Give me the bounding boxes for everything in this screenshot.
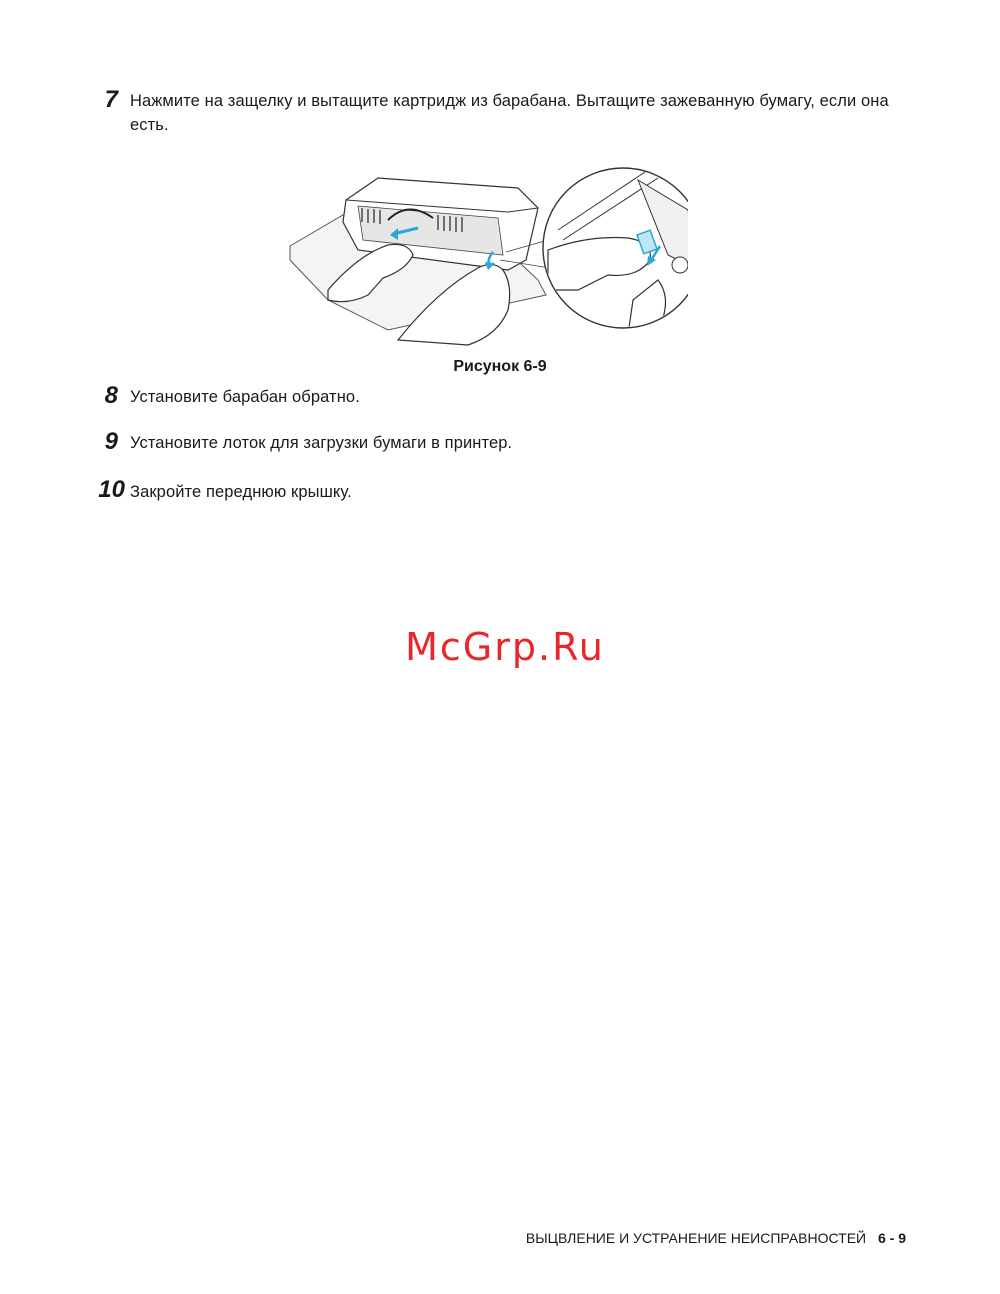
step-number: 8 (104, 382, 118, 409)
footer-section-title: ВЫЦВЛЕНИЕ И УСТРАНЕНИЕ НЕИСПРАВНОСТЕЙ (525, 1230, 867, 1246)
drum-cartridge-illustration (288, 160, 688, 360)
figure-caption: Рисунок 6-9 (453, 358, 547, 375)
step-text: Закройте переднюю крышку. (130, 483, 352, 501)
figure-illustration (288, 160, 688, 360)
step-text: Установите барабан обратно. (130, 388, 360, 406)
page-number: 6 - 9 (877, 1230, 906, 1246)
step-number: 10 (98, 476, 125, 503)
page-footer (526, 1230, 906, 1246)
step-number: 7 (104, 86, 118, 113)
step-text: Нажмите на защелку и вытащите картридж из барабана. Вытащите зажеванную бумагу, если она есть. (130, 92, 889, 134)
step-number: 9 (104, 428, 118, 455)
watermark: McGrp.Ru (405, 625, 605, 669)
step-text: Установите лоток для загрузки бумаги в принтер. (130, 434, 513, 452)
